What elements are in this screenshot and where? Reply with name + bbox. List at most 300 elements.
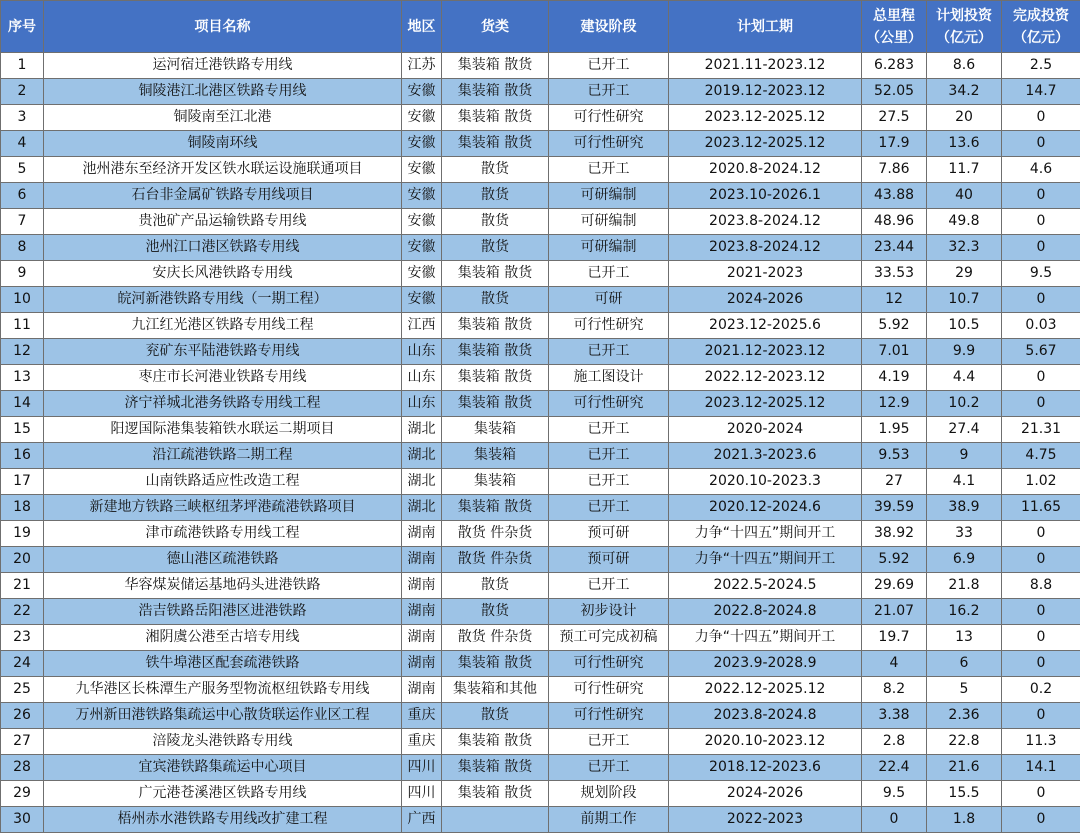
cell-planned-investment: 33	[927, 521, 1002, 547]
cell-project-name: 铜陵港江北港区铁路专用线	[44, 79, 402, 105]
cell-completed-investment: 0	[1002, 521, 1080, 547]
cell-total-length: 19.7	[862, 625, 927, 651]
header-completed-investment: 完成投资 （亿元）	[1002, 1, 1080, 53]
cell-planned-investment: 13.6	[927, 131, 1002, 157]
table-row	[1, 573, 1080, 599]
cell-completed-investment: 0	[1002, 547, 1080, 573]
cell-total-length: 7.86	[862, 157, 927, 183]
cell-completed-investment: 0	[1002, 807, 1080, 833]
cell-index: 26	[1, 703, 44, 729]
cell-cargo-type: 散货	[442, 703, 549, 729]
cell-cargo-type: 集装箱 散货	[442, 53, 549, 79]
cell-construction-stage: 可研编制	[549, 235, 669, 261]
cell-region: 安徽	[402, 131, 442, 157]
cell-completed-investment: 0.2	[1002, 677, 1080, 703]
cell-planned-investment: 11.7	[927, 157, 1002, 183]
cell-total-length: 4.19	[862, 365, 927, 391]
table-row	[1, 183, 1080, 209]
cell-index: 2	[1, 79, 44, 105]
cell-completed-investment: 0	[1002, 235, 1080, 261]
cell-project-name: 华容煤炭储运基地码头进港铁路	[44, 573, 402, 599]
cell-region: 安徽	[402, 235, 442, 261]
cell-total-length: 2.8	[862, 729, 927, 755]
cell-index: 6	[1, 183, 44, 209]
cell-total-length: 9.5	[862, 781, 927, 807]
cell-schedule: 2021-2023	[669, 261, 862, 287]
cell-index: 12	[1, 339, 44, 365]
cell-index: 29	[1, 781, 44, 807]
cell-index: 28	[1, 755, 44, 781]
cell-total-length: 27.5	[862, 105, 927, 131]
cell-project-name: 运河宿迁港铁路专用线	[44, 53, 402, 79]
cell-region: 湖南	[402, 625, 442, 651]
cell-region: 湖南	[402, 573, 442, 599]
cell-completed-investment: 8.8	[1002, 573, 1080, 599]
cell-schedule: 力争“十四五”期间开工	[669, 625, 862, 651]
cell-schedule: 2021.11-2023.12	[669, 53, 862, 79]
cell-project-name: 浩吉铁路岳阳港区进港铁路	[44, 599, 402, 625]
table-row	[1, 651, 1080, 677]
cell-cargo-type	[442, 807, 549, 833]
table-row	[1, 157, 1080, 183]
cell-schedule: 2024-2026	[669, 781, 862, 807]
table-row	[1, 521, 1080, 547]
cell-schedule: 2023.8-2024.12	[669, 209, 862, 235]
cell-schedule: 2023.10-2026.1	[669, 183, 862, 209]
cell-index: 21	[1, 573, 44, 599]
cell-schedule: 2023.12-2025.6	[669, 313, 862, 339]
cell-completed-investment: 21.31	[1002, 417, 1080, 443]
cell-planned-investment: 4.4	[927, 365, 1002, 391]
cell-total-length: 21.07	[862, 599, 927, 625]
table-row	[1, 599, 1080, 625]
cell-construction-stage: 可行性研究	[549, 703, 669, 729]
cell-cargo-type: 散货	[442, 209, 549, 235]
table-row	[1, 79, 1080, 105]
cell-index: 1	[1, 53, 44, 79]
cell-planned-investment: 29	[927, 261, 1002, 287]
cell-total-length: 1.95	[862, 417, 927, 443]
header-project-name: 项目名称	[44, 1, 402, 53]
cell-project-name: 梧州赤水港铁路专用线改扩建工程	[44, 807, 402, 833]
cell-project-name: 济宁祥城北港务铁路专用线工程	[44, 391, 402, 417]
cell-construction-stage: 预可研	[549, 521, 669, 547]
cell-cargo-type: 散货 件杂货	[442, 547, 549, 573]
cell-schedule: 2022.12-2025.12	[669, 677, 862, 703]
cell-index: 24	[1, 651, 44, 677]
cell-total-length: 38.92	[862, 521, 927, 547]
cell-index: 14	[1, 391, 44, 417]
cell-total-length: 12.9	[862, 391, 927, 417]
cell-project-name: 铁牛埠港区配套疏港铁路	[44, 651, 402, 677]
cell-completed-investment: 0	[1002, 365, 1080, 391]
cell-completed-investment: 0.03	[1002, 313, 1080, 339]
cell-cargo-type: 集装箱 散货	[442, 79, 549, 105]
table-row	[1, 365, 1080, 391]
header-index: 序号	[1, 1, 44, 53]
cell-planned-investment: 4.1	[927, 469, 1002, 495]
cell-index: 16	[1, 443, 44, 469]
table-header	[1, 1, 1080, 53]
cell-construction-stage: 已开工	[549, 417, 669, 443]
cell-schedule: 力争“十四五”期间开工	[669, 521, 862, 547]
cell-region: 江西	[402, 313, 442, 339]
cell-planned-investment: 27.4	[927, 417, 1002, 443]
cell-planned-investment: 6	[927, 651, 1002, 677]
cell-cargo-type: 集装箱 散货	[442, 755, 549, 781]
cell-cargo-type: 集装箱	[442, 469, 549, 495]
cell-construction-stage: 前期工作	[549, 807, 669, 833]
cell-construction-stage: 可研编制	[549, 209, 669, 235]
cell-project-name: 安庆长风港铁路专用线	[44, 261, 402, 287]
cell-total-length: 48.96	[862, 209, 927, 235]
cell-total-length: 29.69	[862, 573, 927, 599]
cell-project-name: 铜陵南环线	[44, 131, 402, 157]
cell-cargo-type: 集装箱 散货	[442, 313, 549, 339]
cell-completed-investment: 2.5	[1002, 53, 1080, 79]
cell-cargo-type: 集装箱	[442, 417, 549, 443]
cell-region: 湖南	[402, 651, 442, 677]
cell-construction-stage: 初步设计	[549, 599, 669, 625]
cell-schedule: 2023.8-2024.12	[669, 235, 862, 261]
cell-total-length: 39.59	[862, 495, 927, 521]
cell-index: 7	[1, 209, 44, 235]
cell-region: 安徽	[402, 79, 442, 105]
cell-index: 27	[1, 729, 44, 755]
cell-cargo-type: 散货	[442, 573, 549, 599]
cell-region: 安徽	[402, 183, 442, 209]
cell-completed-investment: 14.7	[1002, 79, 1080, 105]
cell-planned-investment: 10.5	[927, 313, 1002, 339]
cell-cargo-type: 散货	[442, 287, 549, 313]
cell-project-name: 山南铁路适应性改造工程	[44, 469, 402, 495]
table-row	[1, 209, 1080, 235]
cell-project-name: 池州江口港区铁路专用线	[44, 235, 402, 261]
cell-region: 山东	[402, 339, 442, 365]
cell-schedule: 2020-2024	[669, 417, 862, 443]
cell-completed-investment: 4.75	[1002, 443, 1080, 469]
cell-region: 重庆	[402, 703, 442, 729]
cell-schedule: 力争“十四五”期间开工	[669, 547, 862, 573]
header-construction-stage: 建设阶段	[549, 1, 669, 53]
cell-schedule: 2021.3-2023.6	[669, 443, 862, 469]
cell-index: 4	[1, 131, 44, 157]
cell-completed-investment: 0	[1002, 625, 1080, 651]
cell-region: 安徽	[402, 209, 442, 235]
cell-construction-stage: 可行性研究	[549, 131, 669, 157]
cell-construction-stage: 已开工	[549, 79, 669, 105]
cell-planned-investment: 40	[927, 183, 1002, 209]
cell-planned-investment: 20	[927, 105, 1002, 131]
table-row	[1, 287, 1080, 313]
cell-completed-investment: 1.02	[1002, 469, 1080, 495]
cell-region: 江苏	[402, 53, 442, 79]
cell-index: 8	[1, 235, 44, 261]
cell-completed-investment: 0	[1002, 183, 1080, 209]
cell-total-length: 52.05	[862, 79, 927, 105]
cell-construction-stage: 规划阶段	[549, 781, 669, 807]
cell-schedule: 2020.8-2024.12	[669, 157, 862, 183]
cell-construction-stage: 已开工	[549, 261, 669, 287]
cell-index: 9	[1, 261, 44, 287]
table-row	[1, 235, 1080, 261]
cell-cargo-type: 集装箱 散货	[442, 339, 549, 365]
cell-planned-investment: 8.6	[927, 53, 1002, 79]
cell-cargo-type: 集装箱 散货	[442, 391, 549, 417]
table-row	[1, 391, 1080, 417]
cell-construction-stage: 预可研	[549, 547, 669, 573]
cell-project-name: 九华港区长株潭生产服务型物流枢纽铁路专用线	[44, 677, 402, 703]
table-row	[1, 807, 1080, 833]
cell-construction-stage: 已开工	[549, 495, 669, 521]
cell-planned-investment: 1.8	[927, 807, 1002, 833]
cell-cargo-type: 散货	[442, 235, 549, 261]
cell-project-name: 涪陵龙头港铁路专用线	[44, 729, 402, 755]
table-row	[1, 469, 1080, 495]
cell-total-length: 33.53	[862, 261, 927, 287]
cell-schedule: 2020.10-2023.3	[669, 469, 862, 495]
cell-construction-stage: 已开工	[549, 339, 669, 365]
cell-cargo-type: 集装箱 散货	[442, 729, 549, 755]
cell-region: 湖南	[402, 677, 442, 703]
cell-index: 10	[1, 287, 44, 313]
cell-planned-investment: 22.8	[927, 729, 1002, 755]
cell-region: 湖南	[402, 521, 442, 547]
cell-planned-investment: 32.3	[927, 235, 1002, 261]
cell-project-name: 兖矿东平陆港铁路专用线	[44, 339, 402, 365]
cell-total-length: 43.88	[862, 183, 927, 209]
cell-construction-stage: 已开工	[549, 469, 669, 495]
cell-index: 13	[1, 365, 44, 391]
cell-schedule: 2023.9-2028.9	[669, 651, 862, 677]
cell-construction-stage: 已开工	[549, 573, 669, 599]
table-row	[1, 703, 1080, 729]
cell-planned-investment: 9	[927, 443, 1002, 469]
cell-region: 湖南	[402, 547, 442, 573]
cell-completed-investment: 0	[1002, 131, 1080, 157]
cell-index: 20	[1, 547, 44, 573]
header-schedule: 计划工期	[669, 1, 862, 53]
cell-index: 22	[1, 599, 44, 625]
cell-total-length: 22.4	[862, 755, 927, 781]
header-row	[1, 1, 1080, 53]
cell-construction-stage: 可行性研究	[549, 391, 669, 417]
cell-construction-stage: 可行性研究	[549, 677, 669, 703]
cell-project-name: 津市疏港铁路专用线工程	[44, 521, 402, 547]
cell-schedule: 2020.10-2023.12	[669, 729, 862, 755]
cell-planned-investment: 38.9	[927, 495, 1002, 521]
cell-project-name: 枣庄市长河港业铁路专用线	[44, 365, 402, 391]
cell-construction-stage: 可行性研究	[549, 105, 669, 131]
cell-planned-investment: 34.2	[927, 79, 1002, 105]
cell-total-length: 17.9	[862, 131, 927, 157]
cell-cargo-type: 集装箱 散货	[442, 261, 549, 287]
cell-schedule: 2020.12-2024.6	[669, 495, 862, 521]
cell-planned-investment: 5	[927, 677, 1002, 703]
cell-completed-investment: 0	[1002, 703, 1080, 729]
cell-project-name: 新建地方铁路三峡枢纽茅坪港疏港铁路项目	[44, 495, 402, 521]
header-cargo-type: 货类	[442, 1, 549, 53]
cell-index: 18	[1, 495, 44, 521]
cell-construction-stage: 可研	[549, 287, 669, 313]
cell-total-length: 0	[862, 807, 927, 833]
cell-planned-investment: 9.9	[927, 339, 1002, 365]
cell-region: 广西	[402, 807, 442, 833]
cell-planned-investment: 49.8	[927, 209, 1002, 235]
table-row	[1, 729, 1080, 755]
cell-region: 安徽	[402, 261, 442, 287]
cell-construction-stage: 预工可完成初稿	[549, 625, 669, 651]
cell-schedule: 2018.12-2023.6	[669, 755, 862, 781]
cell-project-name: 皖河新港铁路专用线（一期工程）	[44, 287, 402, 313]
table-row	[1, 105, 1080, 131]
cell-total-length: 27	[862, 469, 927, 495]
cell-total-length: 7.01	[862, 339, 927, 365]
table-row	[1, 339, 1080, 365]
cell-total-length: 12	[862, 287, 927, 313]
cell-cargo-type: 集装箱 散货	[442, 365, 549, 391]
cell-project-name: 石台非金属矿铁路专用线项目	[44, 183, 402, 209]
cell-index: 25	[1, 677, 44, 703]
cell-cargo-type: 集装箱 散货	[442, 781, 549, 807]
cell-planned-investment: 16.2	[927, 599, 1002, 625]
cell-index: 3	[1, 105, 44, 131]
cell-planned-investment: 21.6	[927, 755, 1002, 781]
cell-completed-investment: 0	[1002, 287, 1080, 313]
table-row	[1, 131, 1080, 157]
cell-project-name: 广元港苍溪港区铁路专用线	[44, 781, 402, 807]
cell-region: 山东	[402, 391, 442, 417]
cell-completed-investment: 0	[1002, 781, 1080, 807]
cell-planned-investment: 10.7	[927, 287, 1002, 313]
cell-total-length: 6.283	[862, 53, 927, 79]
cell-completed-investment: 9.5	[1002, 261, 1080, 287]
cell-cargo-type: 集装箱和其他	[442, 677, 549, 703]
cell-total-length: 5.92	[862, 313, 927, 339]
header-total-length: 总里程 （公里）	[862, 1, 927, 53]
cell-total-length: 9.53	[862, 443, 927, 469]
cell-schedule: 2022-2023	[669, 807, 862, 833]
cell-project-name: 九江红光港区铁路专用线工程	[44, 313, 402, 339]
table-row	[1, 625, 1080, 651]
cell-construction-stage: 已开工	[549, 443, 669, 469]
cell-construction-stage: 施工图设计	[549, 365, 669, 391]
table-row	[1, 313, 1080, 339]
cell-schedule: 2023.8-2024.8	[669, 703, 862, 729]
cell-region: 四川	[402, 755, 442, 781]
cell-total-length: 4	[862, 651, 927, 677]
cell-region: 山东	[402, 365, 442, 391]
cell-completed-investment: 11.3	[1002, 729, 1080, 755]
cell-completed-investment: 4.6	[1002, 157, 1080, 183]
cell-total-length: 23.44	[862, 235, 927, 261]
cell-project-name: 铜陵南至江北港	[44, 105, 402, 131]
cell-index: 23	[1, 625, 44, 651]
cell-schedule: 2023.12-2025.12	[669, 131, 862, 157]
cell-schedule: 2023.12-2025.12	[669, 105, 862, 131]
cell-schedule: 2022.8-2024.8	[669, 599, 862, 625]
cell-cargo-type: 散货 件杂货	[442, 521, 549, 547]
cell-index: 19	[1, 521, 44, 547]
cell-cargo-type: 散货 件杂货	[442, 625, 549, 651]
cell-index: 30	[1, 807, 44, 833]
cell-region: 安徽	[402, 105, 442, 131]
cell-cargo-type: 集装箱 散货	[442, 131, 549, 157]
table-row	[1, 781, 1080, 807]
cell-completed-investment: 0	[1002, 209, 1080, 235]
cell-region: 湖北	[402, 469, 442, 495]
cell-completed-investment: 11.65	[1002, 495, 1080, 521]
cell-construction-stage: 可行性研究	[549, 651, 669, 677]
cell-planned-investment: 21.8	[927, 573, 1002, 599]
cell-total-length: 3.38	[862, 703, 927, 729]
cell-construction-stage: 已开工	[549, 157, 669, 183]
header-planned-investment: 计划投资 （亿元）	[927, 1, 1002, 53]
cell-completed-investment: 0	[1002, 105, 1080, 131]
cell-region: 湖北	[402, 443, 442, 469]
cell-completed-investment: 14.1	[1002, 755, 1080, 781]
table-row	[1, 53, 1080, 79]
cell-project-name: 宜宾港铁路集疏运中心项目	[44, 755, 402, 781]
cell-index: 11	[1, 313, 44, 339]
cell-project-name: 湘阴虞公港至古培专用线	[44, 625, 402, 651]
cell-region: 安徽	[402, 287, 442, 313]
table-body	[1, 53, 1080, 833]
cell-cargo-type: 集装箱 散货	[442, 105, 549, 131]
cell-planned-investment: 6.9	[927, 547, 1002, 573]
cell-cargo-type: 散货	[442, 183, 549, 209]
table-row	[1, 495, 1080, 521]
table-row	[1, 755, 1080, 781]
cell-region: 重庆	[402, 729, 442, 755]
cell-cargo-type: 集装箱 散货	[442, 651, 549, 677]
table-row	[1, 417, 1080, 443]
cell-completed-investment: 0	[1002, 391, 1080, 417]
cell-schedule: 2022.12-2023.12	[669, 365, 862, 391]
cell-project-name: 池州港东至经济开发区铁水联运设施联通项目	[44, 157, 402, 183]
cell-planned-investment: 15.5	[927, 781, 1002, 807]
cell-index: 17	[1, 469, 44, 495]
cell-planned-investment: 10.2	[927, 391, 1002, 417]
cell-region: 湖北	[402, 495, 442, 521]
cell-planned-investment: 2.36	[927, 703, 1002, 729]
cell-construction-stage: 已开工	[549, 729, 669, 755]
table-row	[1, 261, 1080, 287]
cell-cargo-type: 集装箱 散货	[442, 495, 549, 521]
cell-schedule: 2024-2026	[669, 287, 862, 313]
cell-region: 安徽	[402, 157, 442, 183]
cell-region: 湖南	[402, 599, 442, 625]
table-row	[1, 677, 1080, 703]
cell-index: 15	[1, 417, 44, 443]
cell-cargo-type: 散货	[442, 157, 549, 183]
cell-cargo-type: 集装箱	[442, 443, 549, 469]
cell-schedule: 2023.12-2025.12	[669, 391, 862, 417]
cell-project-name: 阳逻国际港集装箱铁水联运二期项目	[44, 417, 402, 443]
cell-completed-investment: 0	[1002, 651, 1080, 677]
cell-construction-stage: 已开工	[549, 53, 669, 79]
cell-region: 湖北	[402, 417, 442, 443]
cell-completed-investment: 5.67	[1002, 339, 1080, 365]
cell-construction-stage: 可行性研究	[549, 313, 669, 339]
cell-schedule: 2019.12-2023.12	[669, 79, 862, 105]
cell-index: 5	[1, 157, 44, 183]
cell-total-length: 5.92	[862, 547, 927, 573]
table-row	[1, 547, 1080, 573]
cell-construction-stage: 已开工	[549, 755, 669, 781]
cell-completed-investment: 0	[1002, 599, 1080, 625]
table-row	[1, 443, 1080, 469]
